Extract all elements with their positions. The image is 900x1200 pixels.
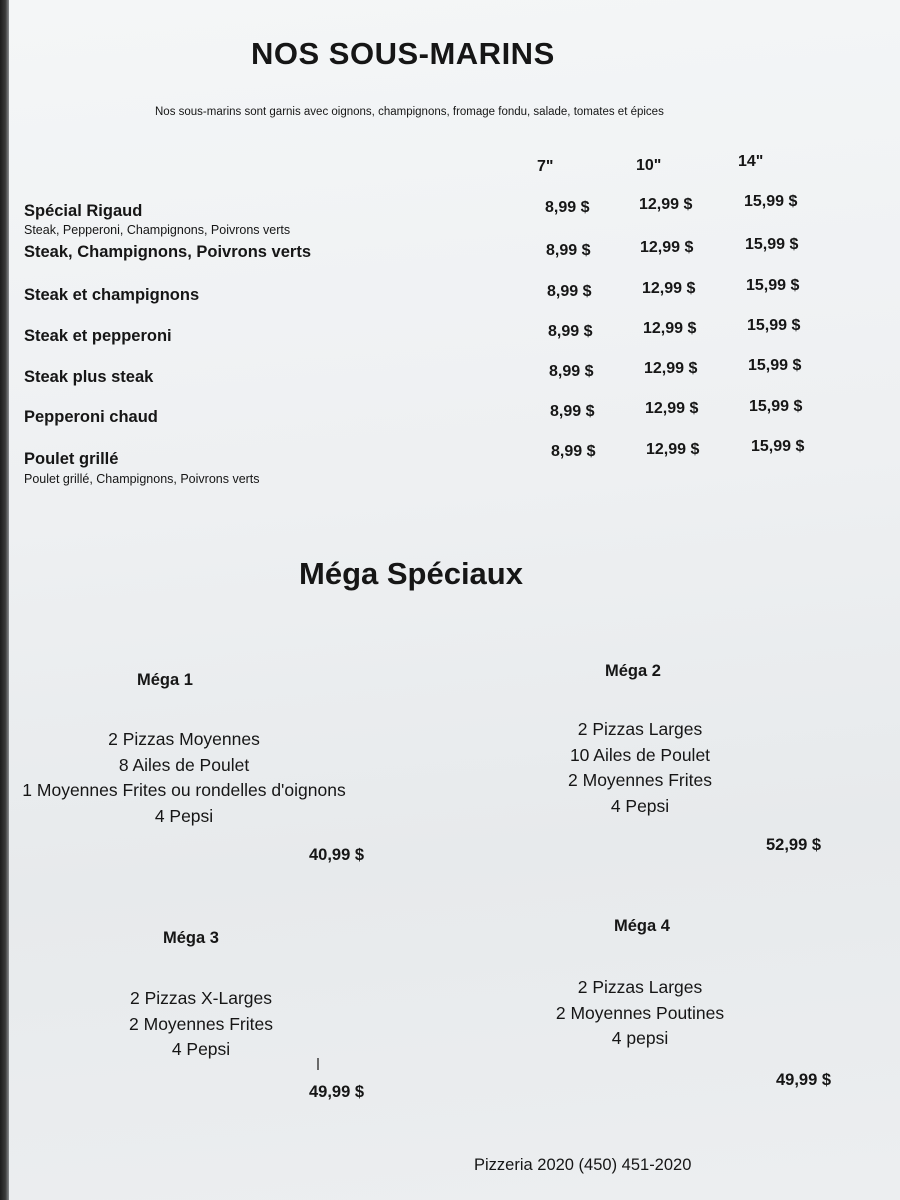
- mega-3-price: 49,99 $: [309, 1083, 365, 1101]
- mega-line: 2 Moyennes Frites: [568, 770, 712, 790]
- item-name: Steak, Champignons, Poivrons verts: [24, 243, 311, 261]
- mega-line: 8 Ailes de Poulet: [118, 754, 250, 775]
- price-14: 15,99 $: [746, 277, 800, 294]
- price-14: 15,99 $: [747, 317, 801, 334]
- item-name: Steak et pepperoni: [24, 327, 172, 345]
- item-name: Steak et champignons: [24, 286, 200, 304]
- mega-line: 10 Ailes de Poulet: [569, 744, 711, 765]
- price-7: 8,99 $: [546, 242, 591, 259]
- item-name: Pepperoni chaud: [24, 408, 158, 426]
- price-7: 8,99 $: [550, 403, 595, 420]
- mega-line: 4 pepsi: [611, 1028, 669, 1048]
- price-7: 8,99 $: [548, 323, 593, 340]
- mega-line: 4 Pepsi: [610, 795, 670, 816]
- price-10: 12,99 $: [646, 441, 700, 458]
- price-7: 8,99 $: [549, 363, 594, 380]
- mega-section-title: Méga Spéciaux: [299, 556, 523, 591]
- mega-4-price: 49,99 $: [776, 1071, 832, 1089]
- size-header-10: 10": [636, 157, 662, 174]
- price-10: 12,99 $: [640, 239, 694, 256]
- footer-contact: Pizzeria 2020 (450) 451-2020: [474, 1156, 692, 1174]
- item-description: Poulet grillé, Champignons, Poivrons verts: [24, 472, 260, 486]
- mega-4-contents: [540, 975, 740, 1052]
- item-description: Steak, Pepperoni, Champignons, Poivrons verts: [24, 223, 291, 237]
- price-10: 12,99 $: [644, 360, 698, 377]
- binder-edge: [0, 0, 9, 1200]
- mega-1-title: Méga 1: [137, 671, 193, 689]
- mega-line: 2 Pizzas Larges: [577, 977, 703, 997]
- price-7: 8,99 $: [547, 283, 592, 300]
- size-header-14: 14": [738, 153, 764, 170]
- mega-1-price: 40,99 $: [309, 846, 365, 864]
- item-name: Steak plus steak: [24, 368, 154, 386]
- menu-page: [9, 0, 900, 1200]
- mega-3-title: Méga 3: [163, 929, 219, 947]
- mega-line: 1 Moyennes Frites ou rondelles d'oignons: [22, 780, 346, 800]
- item-name: Spécial Rigaud: [24, 202, 143, 220]
- mega-line: 2 Pizzas Moyennes: [108, 729, 260, 749]
- size-header-7: 7": [537, 158, 554, 175]
- price-10: 12,99 $: [642, 280, 696, 297]
- mega-line: 4 Pepsi: [154, 805, 214, 826]
- mega-line: 2 Moyennes Frites: [129, 1013, 273, 1034]
- page-title: NOS SOUS-MARINS: [251, 36, 555, 71]
- mega-line: 4 Pepsi: [171, 1039, 231, 1059]
- price-14: 15,99 $: [745, 236, 799, 253]
- pen-mark: [317, 1058, 319, 1070]
- mega-2-title: Méga 2: [605, 662, 661, 680]
- mega-3-contents: [91, 986, 311, 1063]
- price-7: 8,99 $: [545, 199, 590, 216]
- price-10: 12,99 $: [645, 400, 699, 417]
- mega-4-title: Méga 4: [614, 917, 670, 935]
- price-7: 8,99 $: [551, 443, 596, 460]
- price-10: 12,99 $: [639, 196, 693, 213]
- item-name: Poulet grillé: [24, 450, 119, 468]
- mega-2-price: 52,99 $: [766, 836, 822, 854]
- price-14: 15,99 $: [744, 193, 798, 210]
- price-14: 15,99 $: [749, 398, 803, 415]
- mega-line: 2 Moyennes Poutines: [555, 1002, 725, 1023]
- mega-line: 2 Pizzas X-Larges: [129, 988, 272, 1008]
- price-14: 15,99 $: [751, 438, 805, 455]
- mega-2-contents: [530, 717, 750, 819]
- intro-text: Nos sous-marins sont garnis avec oignons, champignons, fromage fondu, salade, tomates et épices: [155, 106, 664, 118]
- price-14: 15,99 $: [748, 357, 802, 374]
- mega-1-contents: [14, 727, 354, 829]
- mega-line: 2 Pizzas Larges: [577, 719, 703, 739]
- price-10: 12,99 $: [643, 320, 697, 337]
